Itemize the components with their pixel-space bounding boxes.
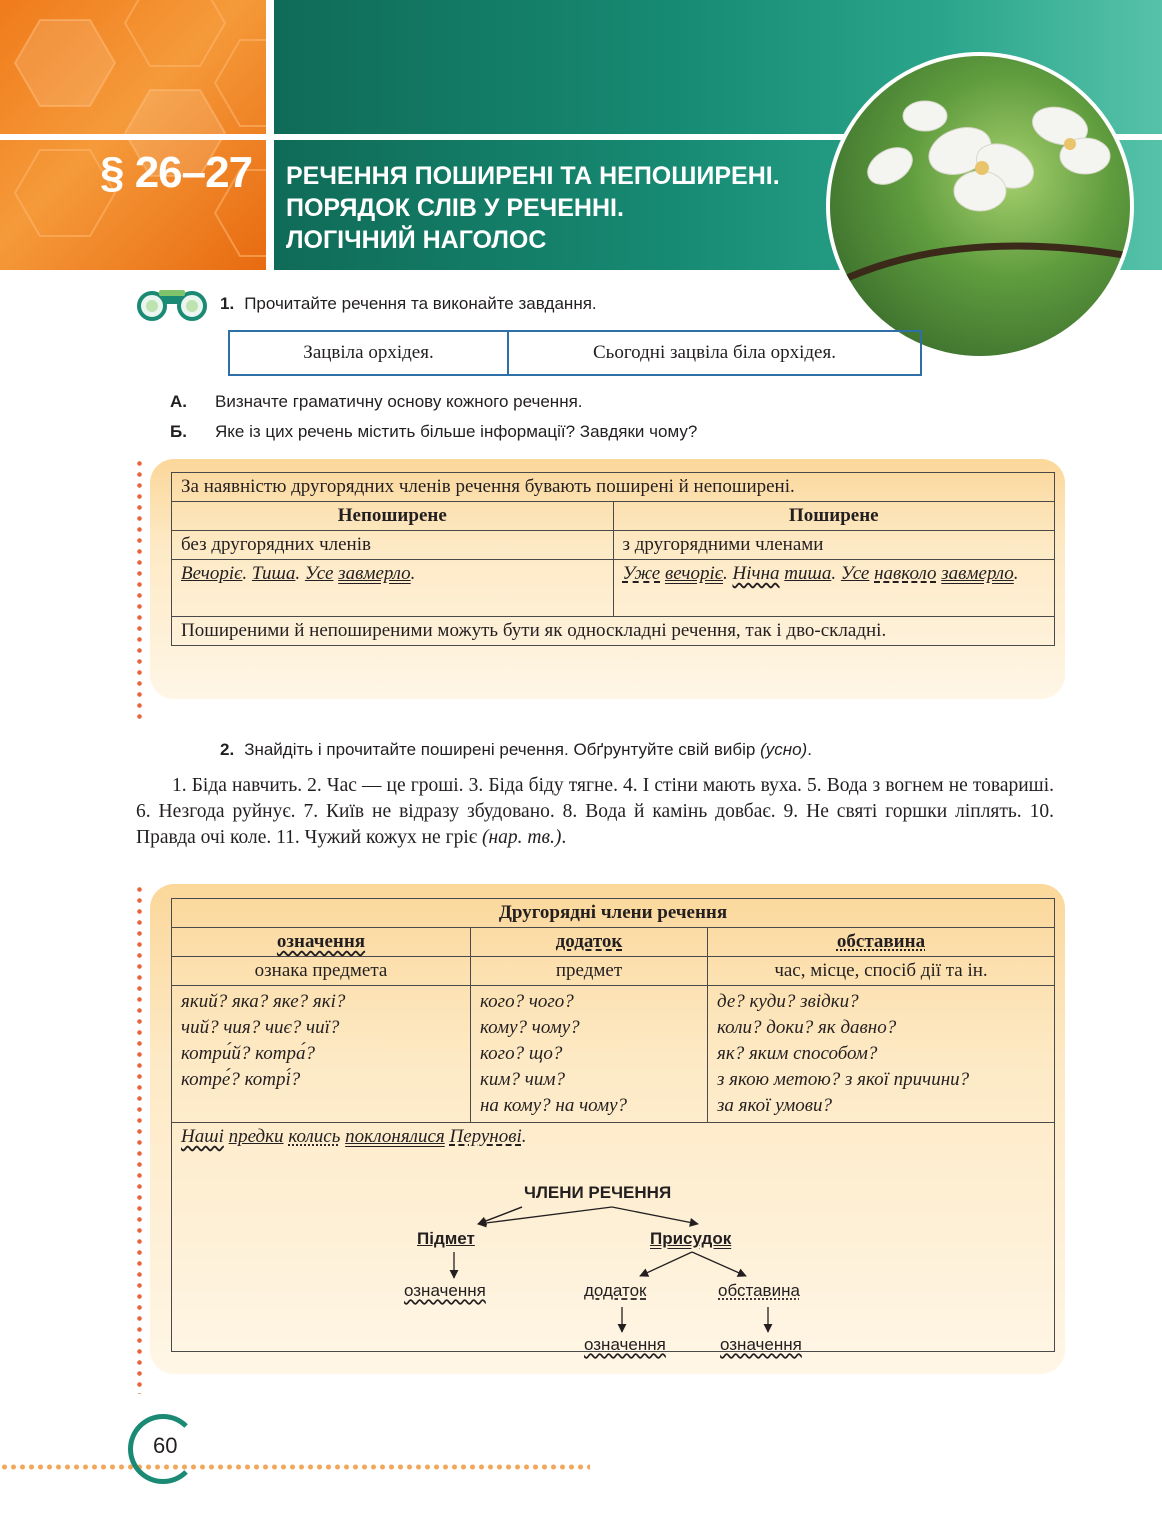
- question-line: коли? доки? як давно?: [717, 1017, 897, 1038]
- questions-cell: [471, 986, 708, 1123]
- diagram-attribute: означення: [404, 1281, 486, 1300]
- orchid-icon: [830, 56, 1130, 356]
- example-cell: [613, 560, 1055, 617]
- diagram-object: додаток: [584, 1281, 647, 1300]
- question-line: котре́? котрі́?: [181, 1069, 301, 1090]
- questions-cell: [708, 986, 1055, 1123]
- column-definition: з другорядними членами: [613, 531, 1055, 560]
- punct: .: [831, 563, 841, 584]
- rule-intro: За наявністю другорядних членів речення бувають поширені й непоширені.: [172, 473, 1055, 502]
- diagram-attribute: означення: [584, 1335, 666, 1354]
- punct: .: [807, 740, 812, 759]
- example-word: Тиша: [251, 563, 296, 584]
- task-instruction: Знайдіть і прочитайте поширені речення. Обґрунтуйте свій вибір: [244, 740, 756, 759]
- question-line: де? куди? звідки?: [717, 991, 859, 1012]
- question-line: з якою метою? з якої причини?: [717, 1069, 970, 1090]
- example-word: вечоріє: [664, 563, 724, 584]
- question-line: кого? що?: [480, 1043, 563, 1064]
- task-number: 1.: [220, 294, 235, 313]
- chapter-banner: [0, 0, 1162, 270]
- punct: .: [723, 563, 733, 584]
- task-instruction: Прочитайте речення та виконайте завдання.: [244, 294, 597, 313]
- column-definition: предмет: [471, 957, 708, 986]
- task-hint: (усно): [760, 740, 808, 759]
- title-line: РЕЧЕННЯ ПОШИРЕНІ ТА НЕПОШИРЕНІ.: [286, 162, 780, 190]
- punct: .: [561, 827, 567, 848]
- subtask-text: Яке із цих речень містить більше інформації? Завдяки чому?: [215, 422, 698, 441]
- example-word: завмерло: [941, 563, 1014, 584]
- example-word: Наші: [181, 1126, 224, 1147]
- question-line: як? яким способом?: [717, 1043, 878, 1064]
- questions-cell: [172, 986, 471, 1123]
- dotted-margin-line: [137, 884, 142, 1394]
- example-sentences-table: [228, 330, 922, 376]
- punct: .: [295, 563, 305, 584]
- question-line: на кому? на чому?: [480, 1095, 627, 1116]
- orchid-photo: [826, 52, 1134, 360]
- example-word: колись: [288, 1126, 341, 1147]
- subtask-text: Визначте граматичну основу кожного речення.: [215, 392, 583, 411]
- section-number: § 26–27: [100, 148, 253, 197]
- dotted-margin-line: [137, 458, 142, 720]
- proverbs-paragraph: [136, 773, 1054, 851]
- column-header-text: додаток: [555, 931, 623, 952]
- question-line: кому? чому?: [480, 1017, 580, 1038]
- rule-table-extended-sentences: [171, 472, 1055, 646]
- column-header: Поширене: [613, 502, 1055, 531]
- question-line: який? яка? яке? які?: [181, 991, 346, 1012]
- question-line: ким? чим?: [480, 1069, 565, 1090]
- diagram-subject: Підмет: [417, 1229, 475, 1248]
- proverbs-text: 1. Біда навчить. 2. Час — це гроші. 3. Біда біду тягне. 4. І стіни мають вуха. 5. Вода з вогнем не товариші. 6. Незгода руйнує. 7. Київ не відразу збудовано. 8. Вода й камінь довбає. 9. Не святі горшки ліплять. 10. Правда очі коле. 11. Чужий кожух не гріє: [136, 775, 1054, 848]
- task2-header: [220, 740, 812, 760]
- rule-note: Поширеними й непоширеними можуть бути як односкладні речення, так і дво-складні.: [172, 617, 1055, 646]
- example-word: завмерло: [338, 563, 411, 584]
- example-word: Нічна: [732, 563, 780, 584]
- example-sentence-cell: Наші предки колись поклонялися Перунові.: [172, 1123, 1055, 1352]
- example-word: Вечоріє: [181, 563, 243, 584]
- column-header: [708, 928, 1055, 957]
- page-number: 60: [153, 1433, 178, 1458]
- example-cell: [172, 560, 614, 617]
- task1-header: [220, 294, 597, 314]
- example-word: Усе: [304, 563, 334, 584]
- example-word: Уже: [622, 563, 661, 584]
- punct: .: [410, 563, 416, 584]
- question-line: кого? чого?: [480, 991, 574, 1012]
- example-sentence: Зацвіла орхідея.: [230, 332, 509, 374]
- example-word: тиша: [784, 563, 832, 584]
- subtask-a: [170, 392, 583, 412]
- chapter-title: [286, 160, 780, 256]
- question-line: чий? чия? чиє? чиї?: [181, 1017, 340, 1038]
- column-definition: ознака предмета: [172, 957, 471, 986]
- example-word: Перунові: [449, 1126, 522, 1147]
- table-title: Другорядні члени речення: [172, 899, 1055, 928]
- example-word: поклонялися: [345, 1126, 445, 1147]
- example-word: навколо: [874, 563, 937, 584]
- task-number: 2.: [220, 740, 235, 759]
- column-header-text: означення: [276, 931, 366, 952]
- punct: .: [1013, 563, 1019, 584]
- subtask-label: А.: [170, 392, 187, 411]
- subtask-b: [170, 422, 697, 442]
- diagram-predicate: Присудок: [650, 1229, 732, 1248]
- example-sentence: Сьогодні зацвіла біла орхідея.: [593, 342, 836, 363]
- footer-dots: [0, 1463, 590, 1471]
- question-line: котри́й? котра́?: [181, 1043, 316, 1064]
- binoculars-icon: [135, 288, 211, 322]
- example-word: предки: [228, 1126, 284, 1147]
- column-definition: без другорядних членів: [172, 531, 614, 560]
- title-line: ПОРЯДОК СЛІВ У РЕЧЕННІ.: [286, 194, 624, 222]
- diagram-attribute: означення: [720, 1335, 802, 1354]
- punct: .: [242, 563, 252, 584]
- column-definition: час, місце, спосіб дії та ін.: [708, 957, 1055, 986]
- column-header-text: обставина: [836, 931, 926, 952]
- example-word: Усе: [840, 563, 870, 584]
- diagram-adverbial: обставина: [718, 1281, 800, 1300]
- column-header: [471, 928, 708, 957]
- column-header: Непоширене: [172, 502, 614, 531]
- sentence-members-diagram: [172, 1180, 1052, 1365]
- column-header: [172, 928, 471, 957]
- proverbs-source: (нар. тв.): [482, 827, 562, 848]
- diagram-root: ЧЛЕНИ РЕЧЕННЯ: [524, 1183, 672, 1202]
- question-line: за якої умови?: [717, 1095, 833, 1116]
- title-line: ЛОГІЧНИЙ НАГОЛОС: [286, 226, 547, 254]
- subtask-label: Б.: [170, 422, 187, 441]
